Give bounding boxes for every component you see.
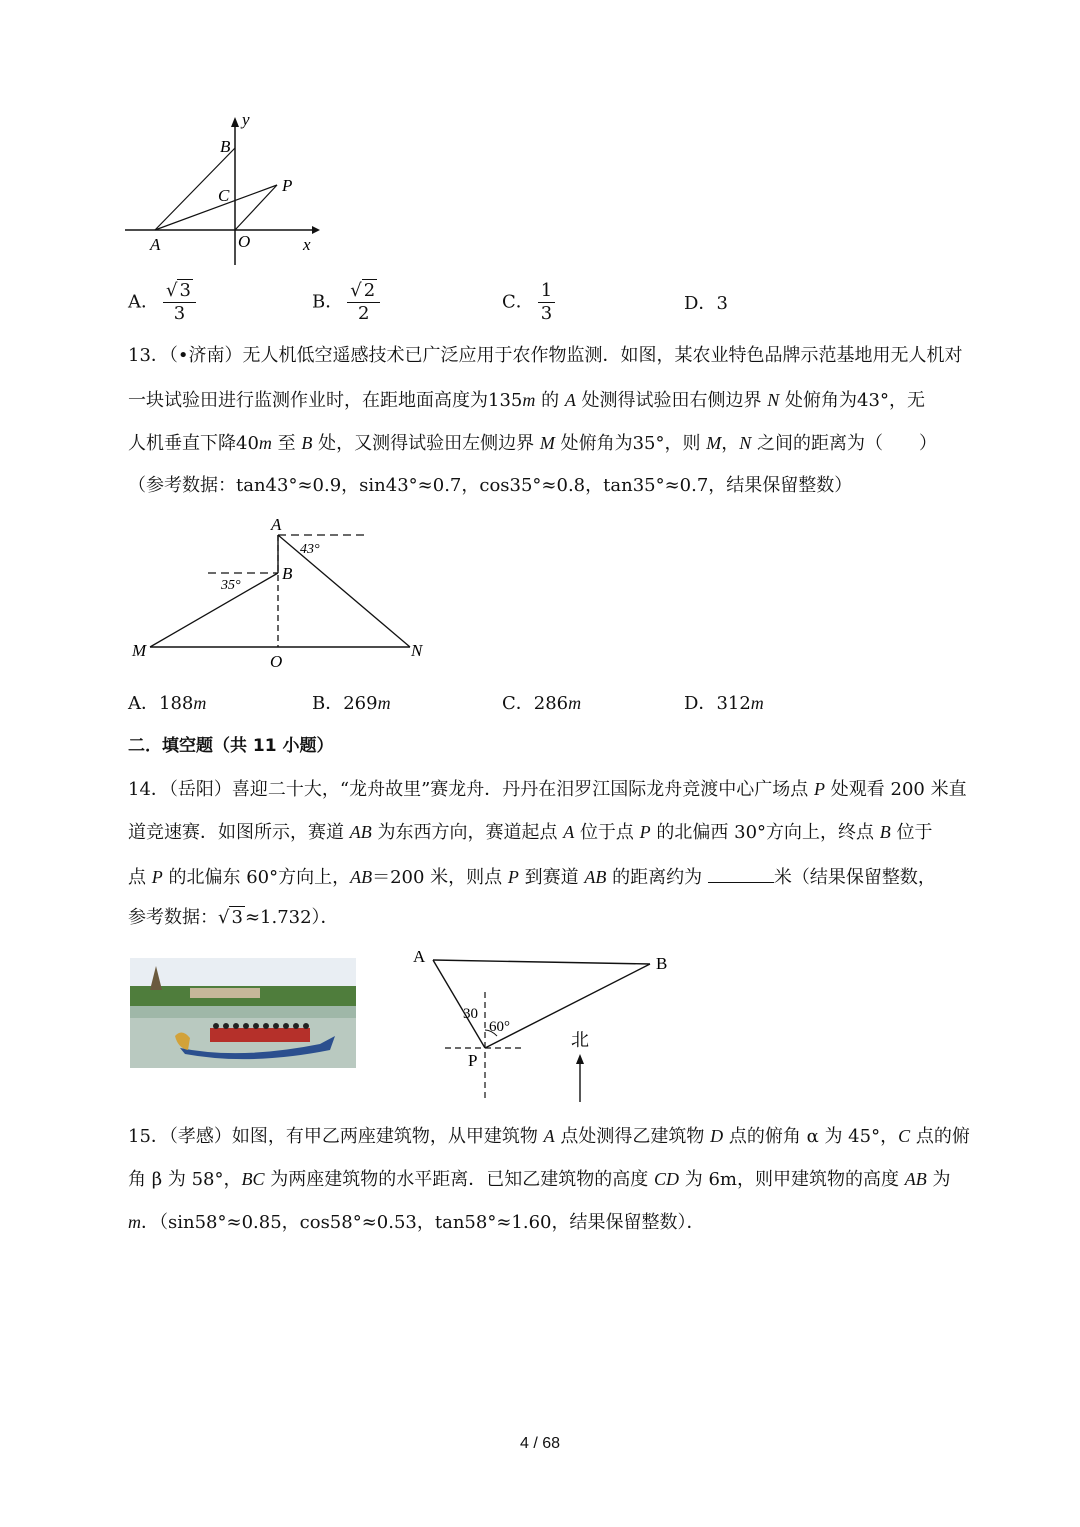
q13-line-2: 一块试验田进行监测作业时，在距地面高度为135m 的 A 处测得试验田右侧边界 N 处俯角为43°，无: [128, 390, 925, 411]
q13-option-d: D．312m: [684, 693, 764, 714]
q15-line-2: 角 β 为 58°，BC 为两座建筑物的水平距离．已知乙建筑物的高度 CD 为 6m，则甲建筑物的高度 AB 为: [128, 1169, 951, 1190]
q13-label-M: M: [132, 641, 147, 660]
q14-line-2: 道竞速赛．如图所示，赛道 AB 为东西方向，赛道起点 A 位于点 P 的北偏西 30°方向上，终点 B 位于: [128, 822, 933, 843]
q13-line-3: 人机垂直下降40m 至 B 处，又测得试验田左侧边界 M 处俯角为35°，则 M，N 之间的距离为（ ）: [128, 433, 937, 454]
page-number: 4 / 68: [519, 1435, 561, 1452]
q14-angle-30: 30: [463, 1006, 478, 1022]
q13-number: 13．: [128, 345, 169, 366]
q13-line-4: （参考数据：tan43°≈0.9，sin43°≈0.7，cos35°≈0.8，tan35°≈0.7，结果保留整数）: [128, 475, 853, 496]
q12-b-den: 2: [357, 303, 370, 324]
q13-label-B: B: [282, 564, 293, 583]
q12-option-b: B． $\frac{√ 2}{2}$: [312, 280, 380, 325]
q14-label-P: P: [468, 1051, 478, 1070]
q12-label-x: x: [303, 235, 311, 254]
q12-label-C: C: [218, 186, 230, 205]
q12-option-d: D．3: [684, 293, 728, 314]
q14-figure: [405, 942, 695, 1107]
q12-label-O: O: [238, 232, 251, 251]
q15-number: 15．: [128, 1126, 169, 1147]
q13-option-a: A．188m: [128, 693, 207, 714]
q13-option-c: C．286m: [502, 693, 582, 714]
q12-c-num: 1: [538, 280, 555, 303]
q13-option-b: B．269m: [312, 693, 391, 714]
q12-label-y: y: [242, 110, 250, 129]
q14-number: 14．: [128, 779, 169, 800]
q12-label-P: P: [282, 176, 293, 195]
q14-line-3: 点 P 的北偏东 60°方向上，AB＝200 米，则点 P 到赛道 AB 的距离约为 米（结果保留整数，: [128, 864, 936, 889]
q12-option-c: C． $\frac{1}{3}$: [502, 280, 555, 325]
q12-c-den: 3: [540, 303, 553, 324]
q12-label-B: B: [220, 137, 231, 156]
q14-label-B: B: [656, 954, 668, 973]
q14-answer-blank[interactable]: [708, 864, 774, 883]
dragon-boat-photo: [130, 958, 356, 1068]
q12-b-num: 2: [363, 280, 376, 301]
q12-a-num: 3: [179, 280, 191, 301]
q14-line-1: 14．（岳阳）喜迎二十大，“龙舟故里”赛龙舟．丹丹在汨罗江国际龙舟竞渡中心广场点 P 处观看 200 米直: [128, 779, 967, 800]
q13-angle-43: 43°: [300, 542, 320, 557]
q15-line-1: 15．（孝感）如图，有甲乙两座建筑物，从甲建筑物 A 点处测得乙建筑物 D 点的俯角 α 为 45°，C 点的俯: [128, 1126, 970, 1147]
q13-figure: [128, 515, 438, 675]
q14-label-A: A: [413, 947, 426, 966]
q13-label-N: N: [411, 641, 423, 660]
q13-label-O: O: [270, 652, 283, 671]
section-heading: 二．填空题（共 11 小题）: [128, 736, 334, 756]
q12-figure: [120, 105, 330, 270]
north-label: 北: [571, 1030, 589, 1051]
q14-sqrt-value: 3: [231, 907, 243, 928]
q15-line-3: m．（sin58°≈0.85，cos58°≈0.53，tan58°≈1.60，结果保留整数）．: [128, 1212, 705, 1233]
q12-a-den: 3: [173, 303, 186, 324]
q12-label-A: A: [150, 235, 161, 254]
q13-label-A: A: [271, 515, 282, 534]
q12-option-a: A． $\frac{√ 3}{3}$: [128, 280, 196, 325]
q13-angle-35: 35°: [221, 578, 241, 593]
q13-line-1: 13．（•济南）无人机低空遥感技术已广泛应用于农作物监测．如图，某农业特色品牌示范基地用无人机对: [128, 345, 963, 366]
q14-line-4: 参考数据：√ 3 ≈1.732）．: [128, 907, 339, 928]
q14-angle-60: 60°: [489, 1019, 510, 1035]
